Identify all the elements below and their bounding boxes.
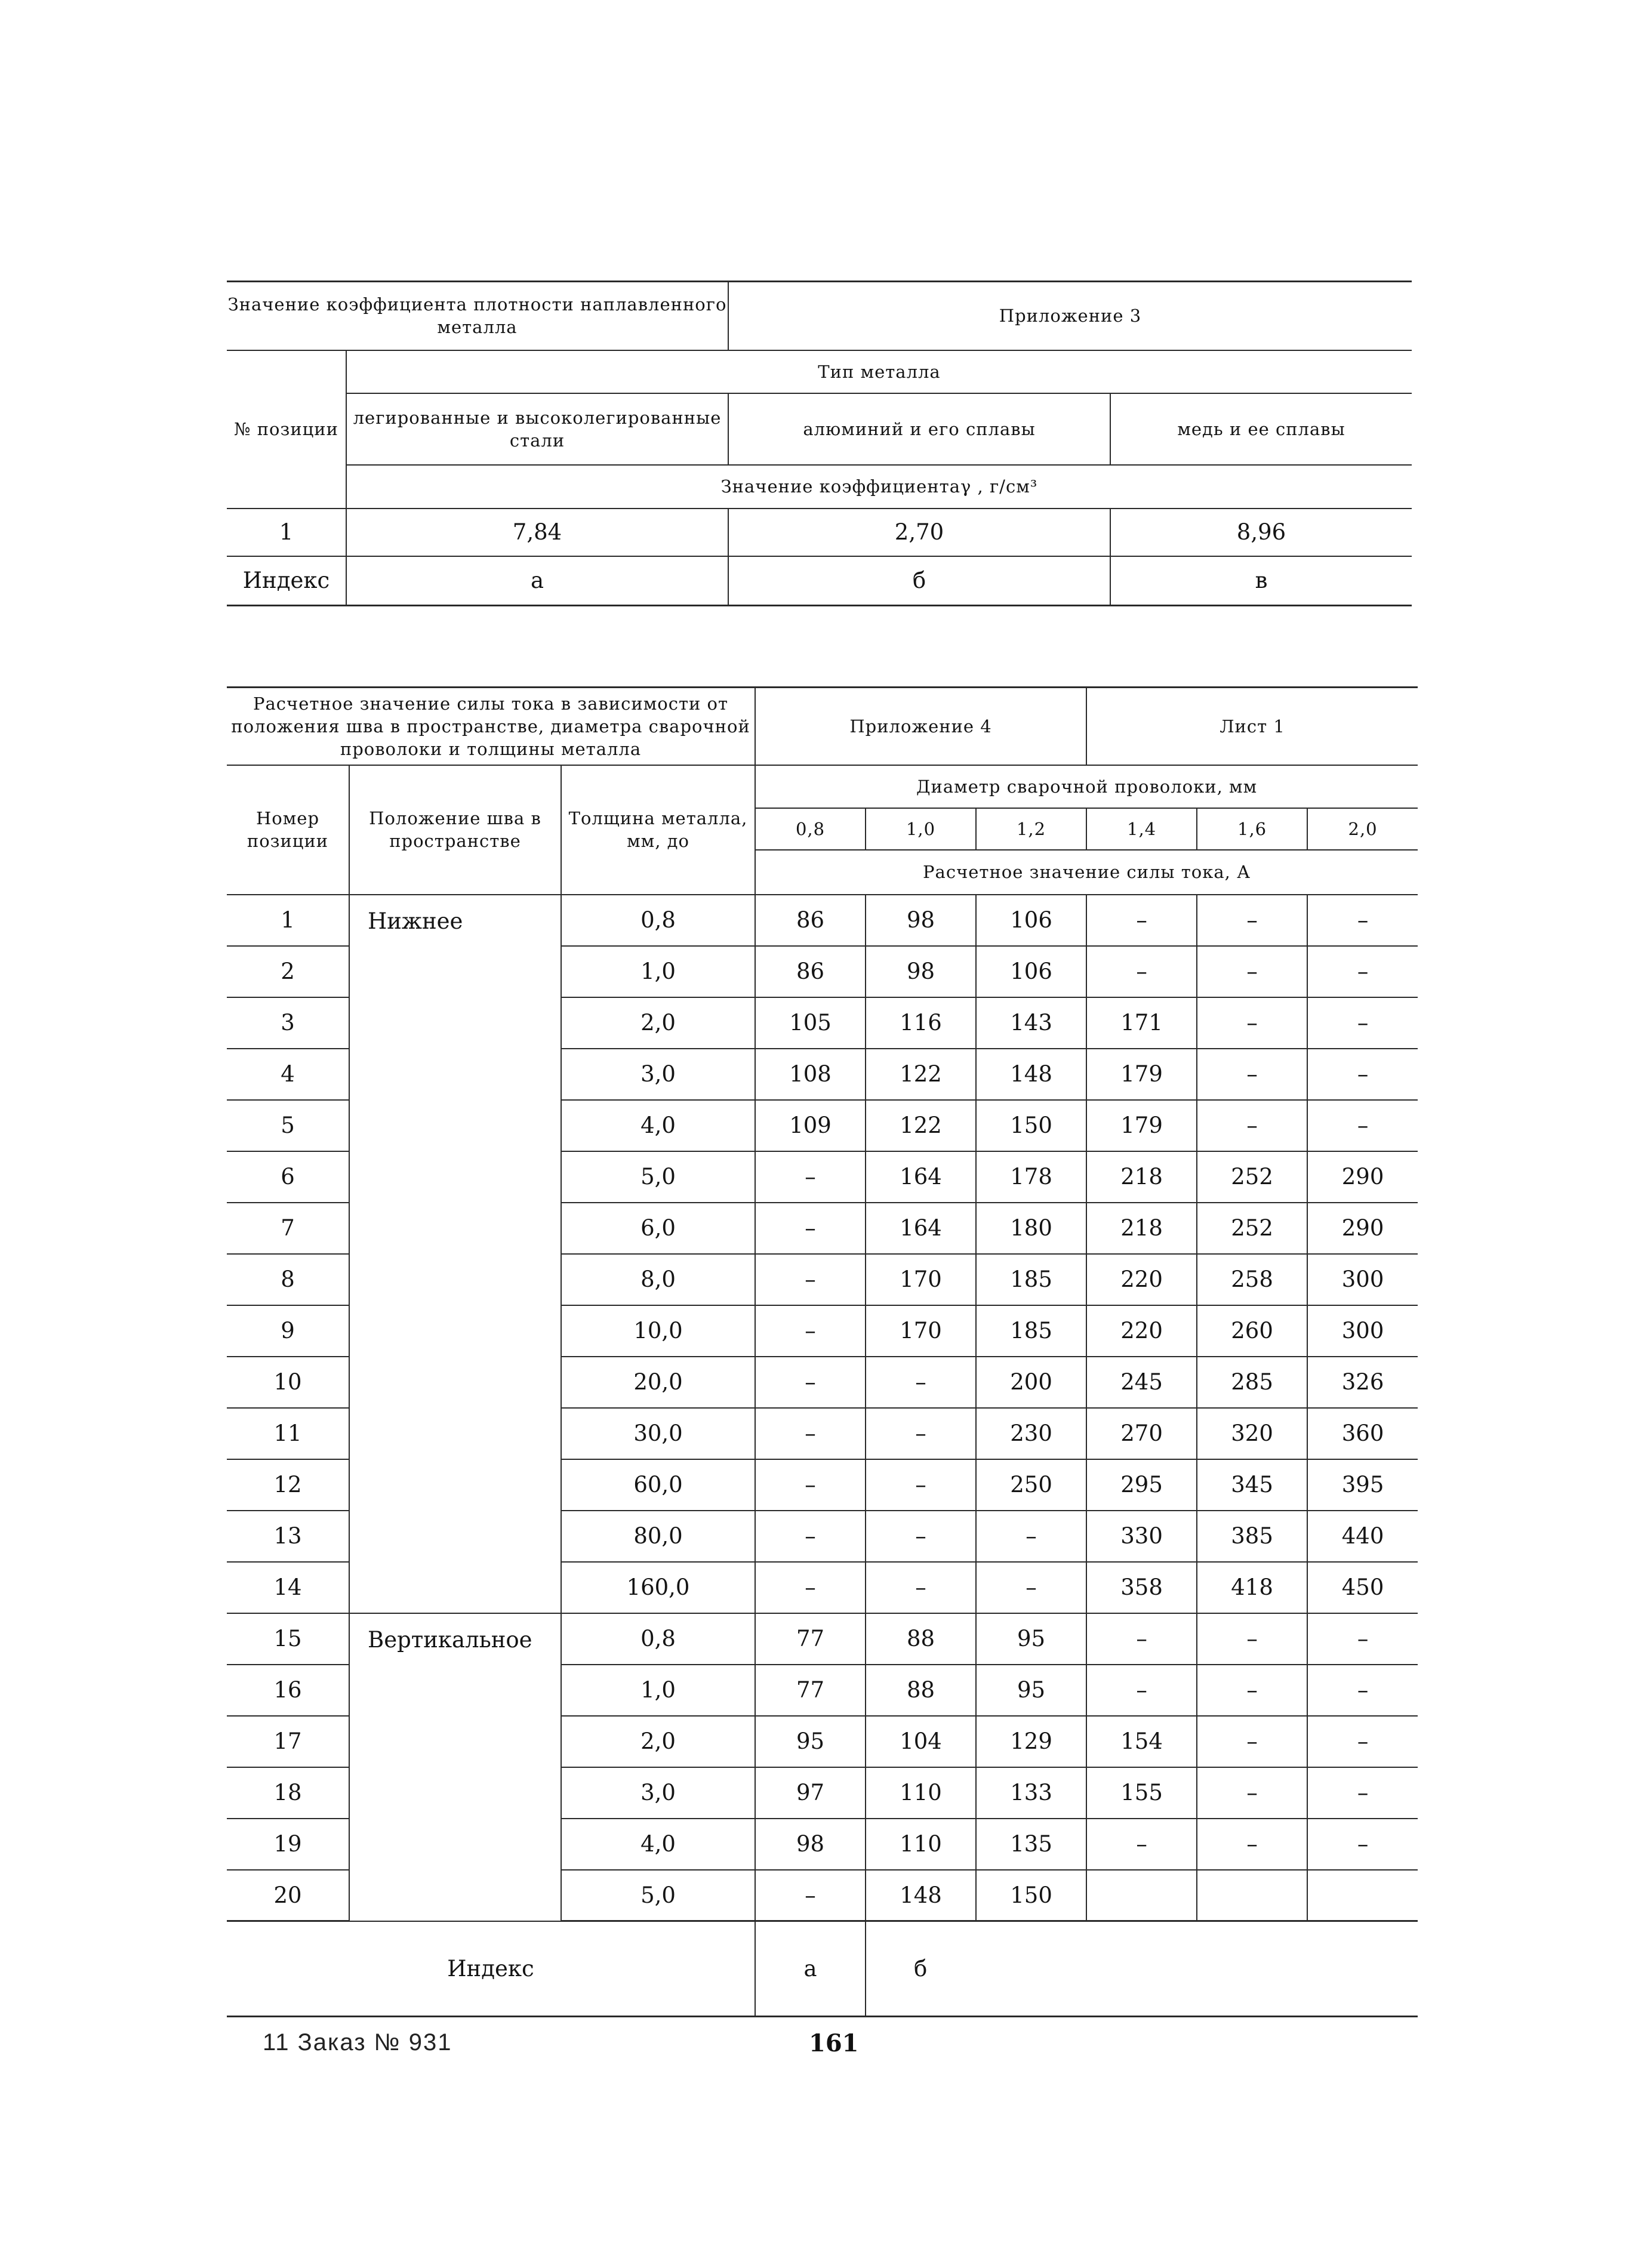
current-value: 450 xyxy=(1307,1562,1418,1613)
row-num: 20 xyxy=(227,1870,349,1921)
current-value: 179 xyxy=(1086,1049,1197,1100)
current-value: 345 xyxy=(1197,1459,1307,1511)
current-value: 385 xyxy=(1197,1511,1307,1562)
row-num: 3 xyxy=(227,997,349,1049)
current-value: 395 xyxy=(1307,1459,1418,1511)
table1-pos-header: № позиции xyxy=(227,350,346,509)
row-thickness: 3,0 xyxy=(561,1049,755,1100)
current-value: 104 xyxy=(866,1716,976,1767)
table1-value-steel: 7,84 xyxy=(346,509,728,556)
current-value: – xyxy=(866,1357,976,1408)
row-thickness: 8,0 xyxy=(561,1254,755,1305)
current-value: 330 xyxy=(1086,1511,1197,1562)
row-thickness: 80,0 xyxy=(561,1511,755,1562)
current-value: 88 xyxy=(866,1613,976,1665)
table2-col-thickness: Толщина металла, мм, до xyxy=(561,765,755,895)
current-value: 290 xyxy=(1307,1203,1418,1254)
current-value: – xyxy=(755,1408,866,1459)
current-value: 245 xyxy=(1086,1357,1197,1408)
row-thickness: 2,0 xyxy=(561,997,755,1049)
table1-index-label: Индекс xyxy=(227,556,346,606)
current-value: – xyxy=(1307,1716,1418,1767)
current-value: 95 xyxy=(755,1716,866,1767)
current-value: – xyxy=(866,1562,976,1613)
row-num: 2 xyxy=(227,946,349,997)
position-vertical: Вертикальное xyxy=(349,1613,561,1921)
current-value: 326 xyxy=(1307,1357,1418,1408)
current-value: 252 xyxy=(1197,1203,1307,1254)
current-value: – xyxy=(1197,1665,1307,1716)
current-value: 164 xyxy=(866,1151,976,1203)
diameter-header-cell: 2,0 xyxy=(1307,808,1418,850)
row-thickness: 1,0 xyxy=(561,946,755,997)
current-value: 116 xyxy=(866,997,976,1049)
current-value: 258 xyxy=(1197,1254,1307,1305)
row-num: 8 xyxy=(227,1254,349,1305)
table1-type-steel: легированные и высоколегированные стали xyxy=(346,393,728,465)
table1-index-a: а xyxy=(346,556,728,606)
current-value: 77 xyxy=(755,1613,866,1665)
current-value: – xyxy=(755,1254,866,1305)
diameter-header-cell: 0,8 xyxy=(755,808,866,850)
current-value: – xyxy=(866,1511,976,1562)
current-value: – xyxy=(755,1459,866,1511)
current-value: – xyxy=(755,1870,866,1921)
current-value: 178 xyxy=(976,1151,1086,1203)
current-value xyxy=(1307,1870,1418,1921)
density-coefficient-table xyxy=(227,281,1412,606)
current-value: – xyxy=(1197,895,1307,946)
current-value: 150 xyxy=(976,1870,1086,1921)
table1-index-c: в xyxy=(1110,556,1412,606)
current-value: 86 xyxy=(755,895,866,946)
current-value: – xyxy=(755,1511,866,1562)
table2-sheet: Лист 1 xyxy=(1086,688,1418,765)
current-value: – xyxy=(866,1408,976,1459)
current-value: – xyxy=(976,1562,1086,1613)
current-value xyxy=(1197,1870,1307,1921)
row-num: 15 xyxy=(227,1613,349,1665)
table1-coef-header: Значение коэффициентаγ , г/см³ xyxy=(346,465,1412,509)
current-value: – xyxy=(1197,1819,1307,1870)
current-value: 150 xyxy=(976,1100,1086,1151)
row-num: 5 xyxy=(227,1100,349,1151)
row-num: 4 xyxy=(227,1049,349,1100)
table1-row-num: 1 xyxy=(227,509,346,556)
current-value: 170 xyxy=(866,1254,976,1305)
row-thickness: 1,0 xyxy=(561,1665,755,1716)
current-value: – xyxy=(1086,1819,1197,1870)
current-value: – xyxy=(1086,946,1197,997)
current-value: 218 xyxy=(1086,1203,1197,1254)
current-value: 122 xyxy=(866,1049,976,1100)
current-value: – xyxy=(1307,895,1418,946)
current-value: 109 xyxy=(755,1100,866,1151)
row-num: 13 xyxy=(227,1511,349,1562)
row-num: 7 xyxy=(227,1203,349,1254)
table1-index-b: б xyxy=(728,556,1110,606)
current-value: 179 xyxy=(1086,1100,1197,1151)
current-value: – xyxy=(1197,1049,1307,1100)
current-value: 98 xyxy=(866,946,976,997)
current-value: 230 xyxy=(976,1408,1086,1459)
table1-value-copper: 8,96 xyxy=(1110,509,1412,556)
current-value: 252 xyxy=(1197,1151,1307,1203)
current-value: – xyxy=(1197,1767,1307,1819)
current-value: 135 xyxy=(976,1819,1086,1870)
table2-index-label: Индекс xyxy=(227,1921,755,2017)
row-num: 14 xyxy=(227,1562,349,1613)
row-thickness: 30,0 xyxy=(561,1408,755,1459)
row-num: 6 xyxy=(227,1151,349,1203)
current-value: 155 xyxy=(1086,1767,1197,1819)
current-value: – xyxy=(1086,1665,1197,1716)
current-value: – xyxy=(1197,1100,1307,1151)
current-value: 185 xyxy=(976,1254,1086,1305)
current-value: 300 xyxy=(1307,1254,1418,1305)
table2-index-a: а xyxy=(755,1921,866,2017)
current-value: 129 xyxy=(976,1716,1086,1767)
current-value: 106 xyxy=(976,946,1086,997)
current-value: – xyxy=(755,1203,866,1254)
current-value: – xyxy=(1197,1716,1307,1767)
current-value: 295 xyxy=(1086,1459,1197,1511)
row-thickness: 10,0 xyxy=(561,1305,755,1357)
order-number: 11 Заказ № 931 xyxy=(263,2029,452,2056)
current-value: 290 xyxy=(1307,1151,1418,1203)
row-num: 17 xyxy=(227,1716,349,1767)
table1-value-aluminium: 2,70 xyxy=(728,509,1110,556)
current-value: 110 xyxy=(866,1767,976,1819)
row-thickness: 0,8 xyxy=(561,895,755,946)
position-lower: Нижнее xyxy=(349,895,561,1613)
current-value: 154 xyxy=(1086,1716,1197,1767)
current-value: 110 xyxy=(866,1819,976,1870)
current-value: – xyxy=(1086,895,1197,946)
current-value: 250 xyxy=(976,1459,1086,1511)
current-value: 200 xyxy=(976,1357,1086,1408)
row-num: 11 xyxy=(227,1408,349,1459)
current-value: – xyxy=(1307,1100,1418,1151)
current-value: 98 xyxy=(755,1819,866,1870)
table2-title: Расчетное значение силы тока в зависимости от положения шва в пространстве, диаметра сварочной проволоки и толщины металла xyxy=(227,688,755,765)
current-value: – xyxy=(1197,946,1307,997)
diameter-header-cell: 1,2 xyxy=(976,808,1086,850)
current-value: 180 xyxy=(976,1203,1086,1254)
row-thickness: 20,0 xyxy=(561,1357,755,1408)
current-value: – xyxy=(1197,1613,1307,1665)
row-thickness: 3,0 xyxy=(561,1767,755,1819)
table1-type-aluminium: алюминий и его сплавы xyxy=(728,393,1110,465)
current-value: – xyxy=(755,1305,866,1357)
current-value: – xyxy=(1307,1613,1418,1665)
current-value: 86 xyxy=(755,946,866,997)
row-num: 12 xyxy=(227,1459,349,1511)
current-value: 108 xyxy=(755,1049,866,1100)
row-thickness: 160,0 xyxy=(561,1562,755,1613)
current-value: 106 xyxy=(976,895,1086,946)
current-value xyxy=(1086,1870,1197,1921)
current-value: 148 xyxy=(976,1049,1086,1100)
welding-current-table xyxy=(227,686,1418,2017)
current-value: 185 xyxy=(976,1305,1086,1357)
current-value: 220 xyxy=(1086,1305,1197,1357)
current-value: 95 xyxy=(976,1613,1086,1665)
current-value: 260 xyxy=(1197,1305,1307,1357)
row-thickness: 4,0 xyxy=(561,1100,755,1151)
current-value: 122 xyxy=(866,1100,976,1151)
diameter-header-cell: 1,4 xyxy=(1086,808,1197,850)
row-num: 19 xyxy=(227,1819,349,1870)
current-value: 171 xyxy=(1086,997,1197,1049)
row-thickness: 0,8 xyxy=(561,1613,755,1665)
current-value: 440 xyxy=(1307,1511,1418,1562)
table2-current-header: Расчетное значение силы тока, А xyxy=(755,850,1418,895)
current-value: 358 xyxy=(1086,1562,1197,1613)
current-value: – xyxy=(1086,1613,1197,1665)
current-value: 97 xyxy=(755,1767,866,1819)
row-num: 9 xyxy=(227,1305,349,1357)
table1-title: Значение коэффициента плотности наплавленного металла xyxy=(227,282,728,350)
current-value: 270 xyxy=(1086,1408,1197,1459)
current-value: 77 xyxy=(755,1665,866,1716)
row-thickness: 60,0 xyxy=(561,1459,755,1511)
diameter-header-cell: 1,6 xyxy=(1197,808,1307,850)
row-num: 18 xyxy=(227,1767,349,1819)
row-thickness: 6,0 xyxy=(561,1203,755,1254)
current-value: 98 xyxy=(866,895,976,946)
current-value: 218 xyxy=(1086,1151,1197,1203)
current-value: 133 xyxy=(976,1767,1086,1819)
current-value: 360 xyxy=(1307,1408,1418,1459)
current-value: 95 xyxy=(976,1665,1086,1716)
table2-col-num: Номер позиции xyxy=(227,765,349,895)
current-value: 170 xyxy=(866,1305,976,1357)
current-value: 418 xyxy=(1197,1562,1307,1613)
current-value: – xyxy=(1197,997,1307,1049)
current-value: – xyxy=(1307,946,1418,997)
table1-type-copper: медь и ее сплавы xyxy=(1110,393,1412,465)
current-value: – xyxy=(755,1151,866,1203)
current-value: – xyxy=(1307,1665,1418,1716)
diameter-header-cell: 1,0 xyxy=(866,808,976,850)
current-value: – xyxy=(755,1562,866,1613)
row-num: 16 xyxy=(227,1665,349,1716)
current-value: – xyxy=(976,1511,1086,1562)
current-value: 148 xyxy=(866,1870,976,1921)
current-value: – xyxy=(1307,1819,1418,1870)
row-thickness: 4,0 xyxy=(561,1819,755,1870)
table2-col-position: Положение шва в пространстве xyxy=(349,765,561,895)
current-value: 105 xyxy=(755,997,866,1049)
row-thickness: 5,0 xyxy=(561,1870,755,1921)
table1-appendix: Приложение 3 xyxy=(728,282,1412,350)
table1-type-header: Тип металла xyxy=(346,350,1412,393)
row-thickness: 5,0 xyxy=(561,1151,755,1203)
row-num: 10 xyxy=(227,1357,349,1408)
current-value: 220 xyxy=(1086,1254,1197,1305)
current-value: – xyxy=(1307,997,1418,1049)
current-value: 300 xyxy=(1307,1305,1418,1357)
page-number: 161 xyxy=(809,2029,859,2057)
row-thickness: 2,0 xyxy=(561,1716,755,1767)
table2-index-b: б xyxy=(866,1921,1418,2017)
current-value: 285 xyxy=(1197,1357,1307,1408)
current-value: 164 xyxy=(866,1203,976,1254)
current-value: 320 xyxy=(1197,1408,1307,1459)
current-value: 88 xyxy=(866,1665,976,1716)
current-value: 143 xyxy=(976,997,1086,1049)
current-value: – xyxy=(755,1357,866,1408)
table2-diam-header: Диаметр сварочной проволоки, мм xyxy=(755,765,1418,808)
current-value: – xyxy=(1307,1767,1418,1819)
row-num: 1 xyxy=(227,895,349,946)
table2-appendix: Приложение 4 xyxy=(755,688,1086,765)
current-value: – xyxy=(866,1459,976,1511)
current-value: – xyxy=(1307,1049,1418,1100)
